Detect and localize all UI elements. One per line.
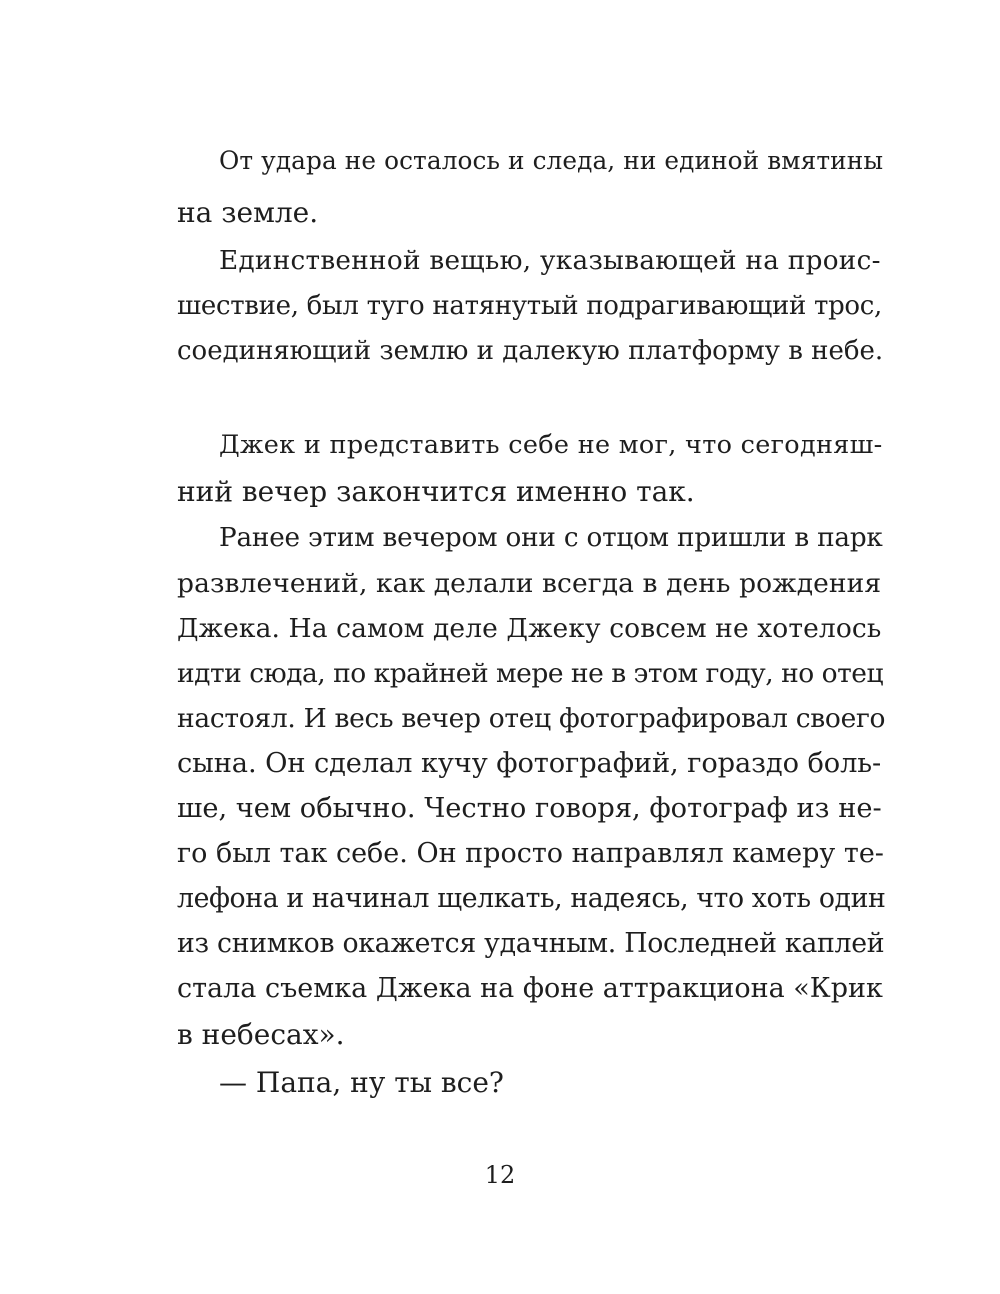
text-line: го был так себе. Он просто направлял камеру те- bbox=[177, 838, 884, 869]
text-line: сына. Он сделал кучу фотографий, гораздо боль- bbox=[177, 748, 882, 779]
text-line: Джек и представить себе не мог, что сегодняш- bbox=[219, 430, 883, 460]
text-line: идти сюда, по крайней мере не в этом году, но отец bbox=[177, 658, 884, 689]
text-line: ний вечер закончится именно так. bbox=[177, 475, 695, 508]
text-line: ше, чем обычно. Честно говоря, фотограф из не- bbox=[177, 793, 882, 824]
text-line: Единственной вещью, указывающей на проис- bbox=[219, 246, 881, 276]
page-number: 12 bbox=[484, 1161, 516, 1189]
text-line: стала съемка Джека на фоне аттракциона «Крик bbox=[177, 973, 883, 1004]
text-line: Джека. На самом деле Джеку совсем не хотелось bbox=[177, 613, 882, 644]
text-line: настоял. И весь вечер отец фотографировал своего bbox=[177, 703, 886, 734]
text-line: развлечений, как делали всегда в день рождения bbox=[177, 568, 882, 599]
text-line: лефона и начинал щелкать, надеясь, что хоть один bbox=[177, 883, 886, 914]
text-line: соединяющий землю и далекую платформу в небе. bbox=[177, 336, 884, 366]
text-line: — Папа, ну ты все? bbox=[219, 1066, 504, 1099]
text-line: из снимков окажется удачным. Последней каплей bbox=[177, 928, 885, 959]
text-line: в небесах». bbox=[177, 1018, 345, 1051]
text-line: на земле. bbox=[177, 196, 319, 229]
text-line: От удара не осталось и следа, ни единой вмятины bbox=[219, 146, 884, 175]
text-line: шествие, был туго натянутый подрагивающий трос, bbox=[177, 291, 883, 321]
text-line: Ранее этим вечером они с отцом пришли в парк bbox=[219, 523, 883, 553]
